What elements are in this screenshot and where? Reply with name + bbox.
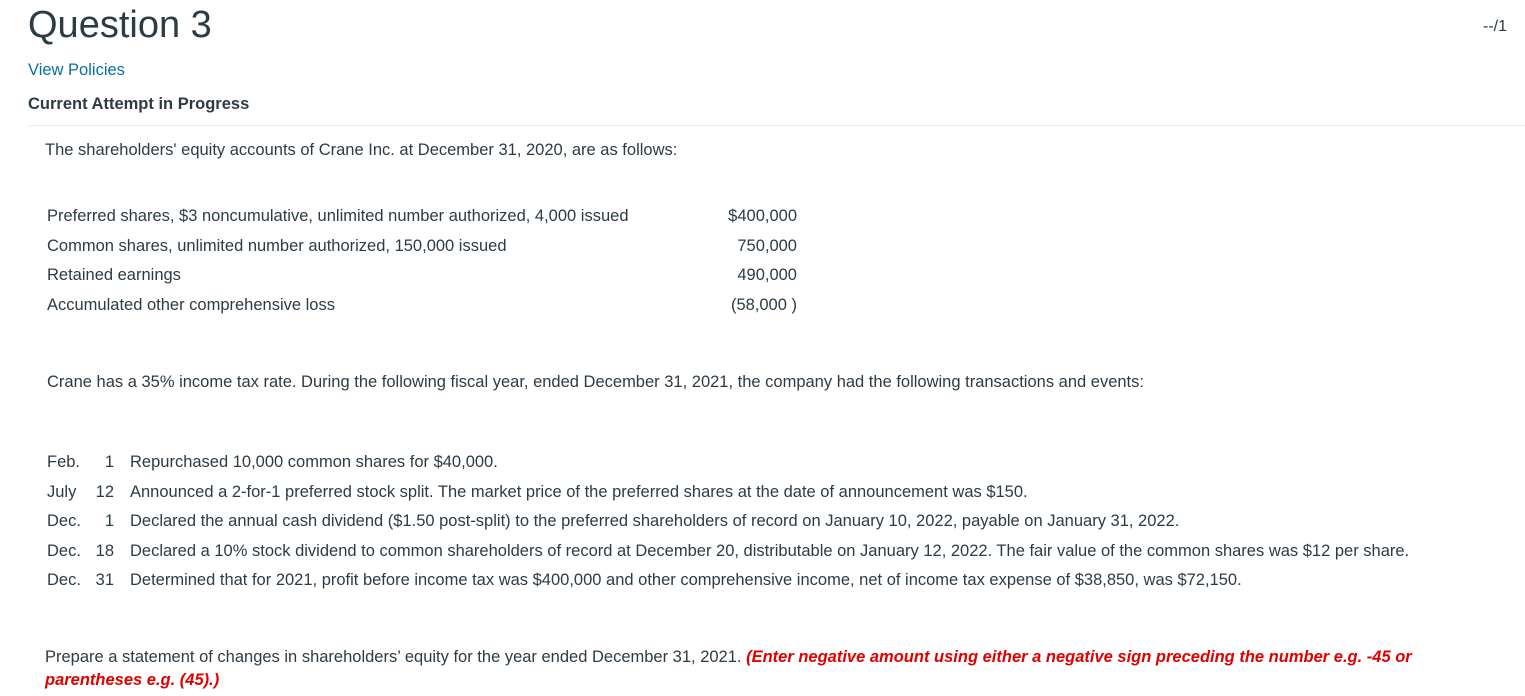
- event-description: Repurchased 10,000 common shares for $40,000.: [130, 453, 498, 472]
- account-amount: $400,000: [728, 207, 797, 226]
- score-indicator: --/1: [1483, 18, 1507, 35]
- table-row: [47, 232, 797, 262]
- table-row: [47, 261, 797, 291]
- event-day: 12: [95, 482, 114, 501]
- equity-accounts-table: [47, 202, 797, 320]
- account-amount: 490,000: [737, 266, 797, 285]
- table-row: [47, 566, 1409, 596]
- intro-text: The shareholders' equity accounts of Crane Inc. at December 31, 2020, are as follows:: [45, 141, 678, 159]
- account-name: Retained earnings: [47, 266, 181, 285]
- event-month: Dec.: [47, 571, 81, 590]
- table-row: [47, 537, 1409, 567]
- event-day: 31: [95, 571, 114, 590]
- table-row: [47, 478, 1409, 508]
- instructions-note: (Enter negative amount using either a negative sign preceding the number e.g. -45 or parentheses e.g. (45).): [45, 648, 1412, 689]
- account-amount: 750,000: [737, 236, 797, 255]
- header-divider: [28, 125, 1525, 126]
- instructions-text: Prepare a statement of changes in shareholders’ equity for the year ended December 31, 2021.: [45, 648, 742, 666]
- event-description: Determined that for 2021, profit before income tax was $400,000 and other comprehensive income, net of income tax expense of $38,850, was $72,150.: [130, 571, 1242, 590]
- account-name: Common shares, unlimited number authorized, 150,000 issued: [47, 236, 507, 255]
- event-month: Feb.: [47, 453, 81, 472]
- account-amount: (58,000 ): [730, 295, 797, 314]
- events-table: [47, 448, 1409, 596]
- event-description: Announced a 2-for-1 preferred stock split. The market price of the preferred shares at the date of announcement was $150.: [130, 482, 1028, 501]
- event-month: Dec.: [47, 541, 81, 560]
- event-month: Dec.: [47, 512, 81, 531]
- event-day: 1: [104, 512, 114, 531]
- event-description: Declared a 10% stock dividend to common shareholders of record at December 20, distributable on January 12, 2022. The fair value of the common shares was $12 per share.: [130, 541, 1410, 560]
- event-day: 1: [104, 453, 114, 472]
- attempt-status: Current Attempt in Progress: [28, 95, 250, 113]
- view-policies-link[interactable]: View Policies: [28, 61, 125, 79]
- table-row: [47, 291, 797, 321]
- table-row: [47, 202, 797, 232]
- table-row: [47, 448, 1409, 478]
- event-description: Declared the annual cash dividend ($1.50 post-split) to the preferred shareholders of record on January 10, 2022, payable on January 31, 2022.: [130, 512, 1180, 531]
- table-row: [47, 507, 1409, 537]
- instructions: [45, 646, 1465, 692]
- tax-statement: Crane has a 35% income tax rate. During the following fiscal year, ended December 31, 2021, the company had the following transactions and events:: [47, 373, 1144, 391]
- question-title: Question 3: [28, 4, 212, 46]
- event-day: 18: [95, 541, 114, 560]
- account-name: Accumulated other comprehensive loss: [47, 295, 335, 314]
- event-month: July: [47, 482, 77, 501]
- account-name: Preferred shares, $3 noncumulative, unlimited number authorized, 4,000 issued: [47, 207, 629, 226]
